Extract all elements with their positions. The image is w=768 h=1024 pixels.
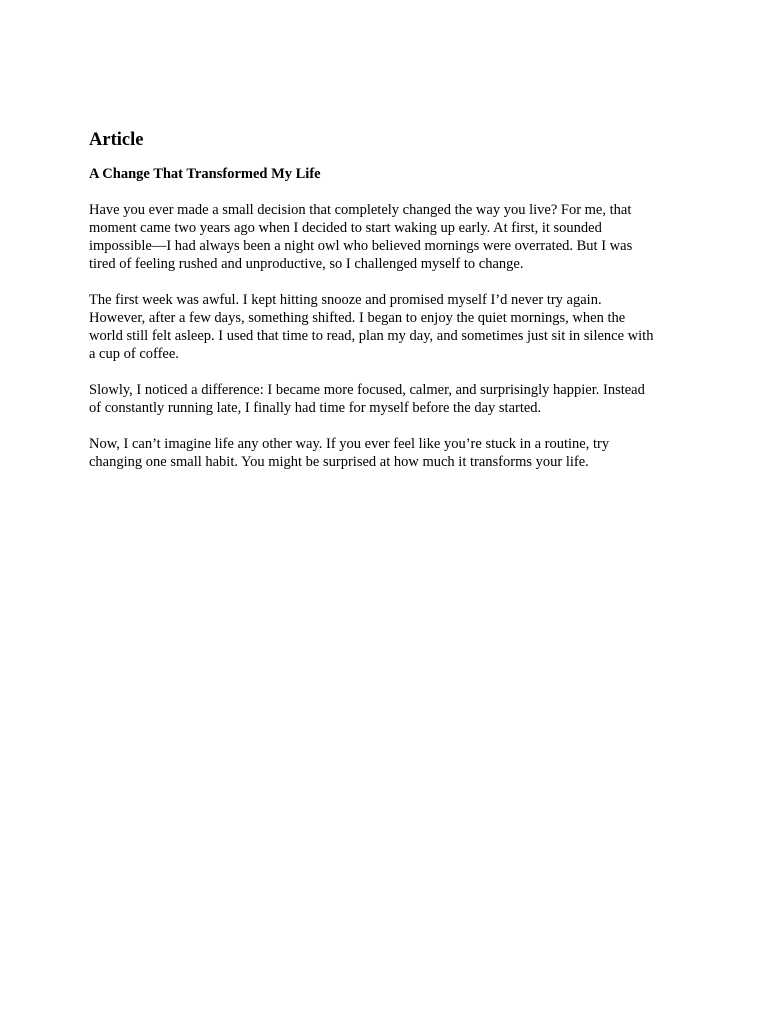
paragraph-line: Now, I can’t imagine life any other way. If you ever feel like you’re stuck in a routine, try — [89, 436, 610, 452]
paragraph-line: impossible—I had always been a night owl who believed mornings were overrated. But I was — [89, 238, 633, 254]
paragraph-line: Have you ever made a small decision that completely changed the way you live? For me, that — [89, 202, 632, 218]
paragraph-line: a cup of coffee. — [89, 346, 179, 362]
paragraph-line: The first week was awful. I kept hitting snooze and promised myself I’d never try again. — [89, 292, 602, 308]
paragraph-line: Slowly, I noticed a difference: I became more focused, calmer, and surprisingly happier. Instead — [89, 382, 645, 398]
paragraph-line: of constantly running late, I finally had time for myself before the day started. — [89, 400, 542, 416]
article-title: A Change That Transformed My Life — [89, 166, 321, 182]
paragraph-line: moment came two years ago when I decided to start waking up early. At first, it sounded — [89, 220, 602, 236]
paragraph-line: changing one small habit. You might be surprised at how much it transforms your life. — [89, 454, 589, 470]
document-heading: Article — [89, 130, 144, 150]
paragraph-1 — [89, 201, 689, 273]
paragraph-line: tired of feeling rushed and unproductive, so I challenged myself to change. — [89, 256, 524, 272]
paragraph-3 — [89, 381, 689, 417]
document-page — [89, 128, 689, 471]
paragraph-line: However, after a few days, something shifted. I began to enjoy the quiet mornings, when the — [89, 310, 626, 326]
paragraph-4 — [89, 435, 689, 471]
paragraph-line: world still felt asleep. I used that time to read, plan my day, and sometimes just sit in silence with — [89, 328, 654, 344]
paragraph-2 — [89, 291, 689, 363]
